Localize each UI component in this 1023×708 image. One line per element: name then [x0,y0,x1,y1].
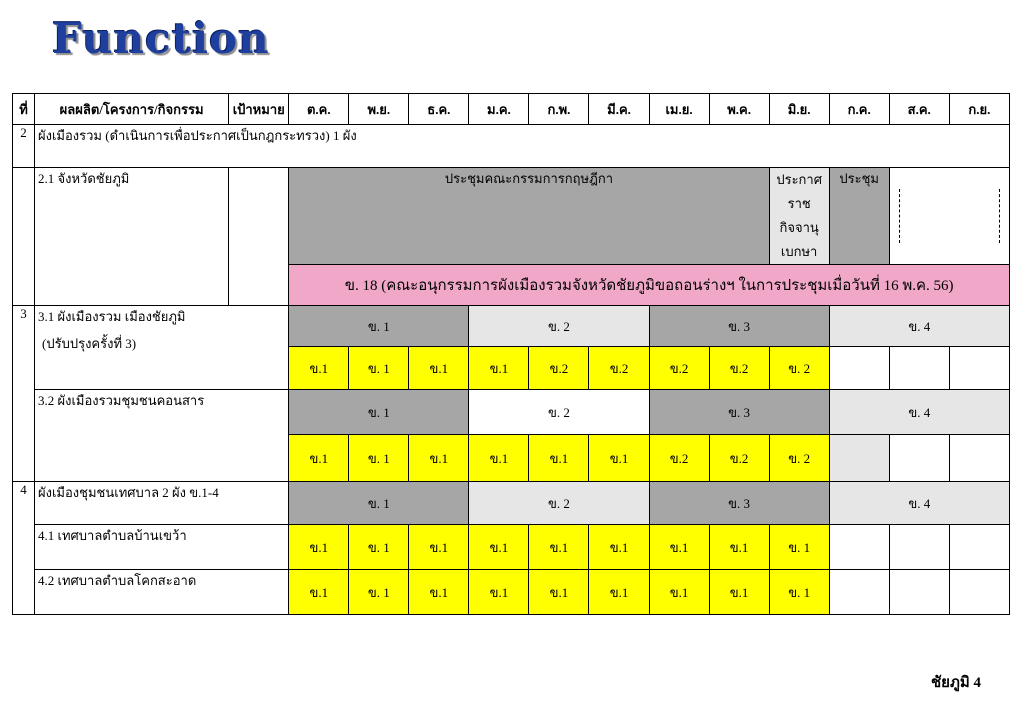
month-cell [889,435,949,482]
header-month: ธ.ค. [409,94,469,125]
header-month: ส.ค. [889,94,949,125]
note-band: ข. 18 (คณะอนุกรรมการผังเมืองรวมจังหวัดชัยภูมิขอถอนร่างฯ ในการประชุมเมื่อวันที่ 16 พ.ค. 56) [289,265,1010,306]
header-month: มี.ค. [589,94,649,125]
month-cell: ข. 1 [349,347,409,390]
header-month: ต.ค. [289,94,349,125]
month-cell: ข. 1 [769,525,829,570]
month-cell: ข. 1 [349,435,409,482]
month-cell: ข.1 [469,435,529,482]
announce-line-1: ประกาศราช [776,172,822,211]
month-cell: ข.2 [529,347,589,390]
header-target: เป้าหมาย [229,94,289,125]
quarter-band: ข. 3 [649,390,829,435]
month-cell: ข.1 [529,570,589,615]
quarter-band: ข. 2 [469,482,649,525]
month-cell: ข.1 [469,347,529,390]
month-cell: ข.1 [469,525,529,570]
header-month: พ.ค. [709,94,769,125]
month-cell [889,347,949,390]
header-month: ก.ค. [829,94,889,125]
row-item: 4.2 เทศบาลตำบลโคกสะอาด [35,570,289,615]
row-number: 2 [13,125,35,168]
month-cell [949,525,1009,570]
page-footer-label: ชัยภูมิ 4 [931,675,981,691]
month-cell: ข.1 [589,525,649,570]
month-cell [829,435,889,482]
quarter-band: ข. 1 [289,482,469,525]
target-cell [229,168,289,306]
plan-table [12,93,1010,615]
header-month: พ.ย. [349,94,409,125]
meeting-2-band: ประชุม [829,168,889,265]
quarter-band: ข. 2 [469,390,649,435]
row-number-empty [13,168,35,306]
header-month: ม.ค. [469,94,529,125]
table-row [13,482,1010,525]
row-item: 2.1 จังหวัดชัยภูมิ [35,168,229,306]
table-row [13,390,1010,435]
table-row [13,306,1010,347]
table-row [13,525,1010,570]
announce-band [769,168,829,265]
row-item: 3.2 ผังเมืองรวมชุมชนคอนสาร [35,390,289,482]
month-cell: ข.1 [289,435,349,482]
month-cell: ข.1 [409,435,469,482]
month-cell [829,347,889,390]
announce-line-2: กิจจานุเบกษา [779,220,819,259]
month-cell [889,525,949,570]
quarter-band: ข. 4 [829,306,1009,347]
month-cell: ข.1 [409,525,469,570]
quarter-band: ข. 3 [649,306,829,347]
month-cell: ข.2 [709,435,769,482]
month-cell: ข. 1 [769,570,829,615]
month-cell: ข.2 [649,435,709,482]
header-month: มิ.ย. [769,94,829,125]
month-cell: ข.1 [649,570,709,615]
month-cell: ข.1 [289,525,349,570]
header-month: ก.ย. [949,94,1009,125]
month-cell [889,570,949,615]
month-cell: ข.1 [409,570,469,615]
month-cell: ข.2 [709,347,769,390]
month-cell: ข.1 [469,570,529,615]
dashed-cell [889,168,1009,265]
quarter-band: ข. 4 [829,482,1009,525]
dashed-box [899,189,1000,243]
quarter-band: ข. 4 [829,390,1009,435]
quarter-band: ข. 2 [469,306,649,347]
month-cell: ข.1 [409,347,469,390]
quarter-band: ข. 1 [289,306,469,347]
header-num: ที่ [13,94,35,125]
month-cell: ข. 2 [769,435,829,482]
meeting-band: ประชุมคณะกรรมการกฤษฎีกา [289,168,769,265]
header-item: ผลผลิต/โครงการ/กิจกรรม [35,94,229,125]
month-cell: ข. 2 [769,347,829,390]
quarter-band: ข. 1 [289,390,469,435]
month-cell: ข.1 [289,347,349,390]
month-cell: ข. 1 [349,570,409,615]
month-cell: ข.1 [589,435,649,482]
row-item-line-2: (ปรับปรุงครั้งที่ 3) [42,336,137,351]
row-item: 4.1 เทศบาลตำบลบ้านเขว้า [35,525,289,570]
row-number: 3 [13,306,35,482]
row-heading: ผังเมืองรวม (ดำเนินการเพื่อประกาศเป็นกฎกระทรวง) 1 ผัง [35,125,1010,168]
month-cell [949,347,1009,390]
month-cell [829,570,889,615]
month-cell: ข.1 [649,525,709,570]
table-row [13,125,1010,168]
month-cell: ข.1 [529,525,589,570]
month-cell: ข.1 [709,525,769,570]
row-item: ผังเมืองชุมชนเทศบาล 2 ผัง ข.1-4 [35,482,289,525]
row-number: 4 [13,482,35,615]
month-cell [829,525,889,570]
table-row [13,168,1010,265]
month-cell: ข.2 [649,347,709,390]
header-row [13,94,1010,125]
month-cell [949,435,1009,482]
month-cell: ข.1 [589,570,649,615]
header-month: เม.ย. [649,94,709,125]
row-item [35,306,289,390]
month-cell: ข.1 [709,570,769,615]
month-cell: ข.1 [289,570,349,615]
slide-title: Function [52,14,270,63]
quarter-band: ข. 3 [649,482,829,525]
row-item-line-1: 3.1 ผังเมืองรวม เมืองชัยภูมิ [38,309,186,324]
header-month: ก.พ. [529,94,589,125]
table-row [13,570,1010,615]
month-cell: ข.2 [589,347,649,390]
month-cell: ข. 1 [349,525,409,570]
month-cell: ข.1 [529,435,589,482]
month-cell [949,570,1009,615]
